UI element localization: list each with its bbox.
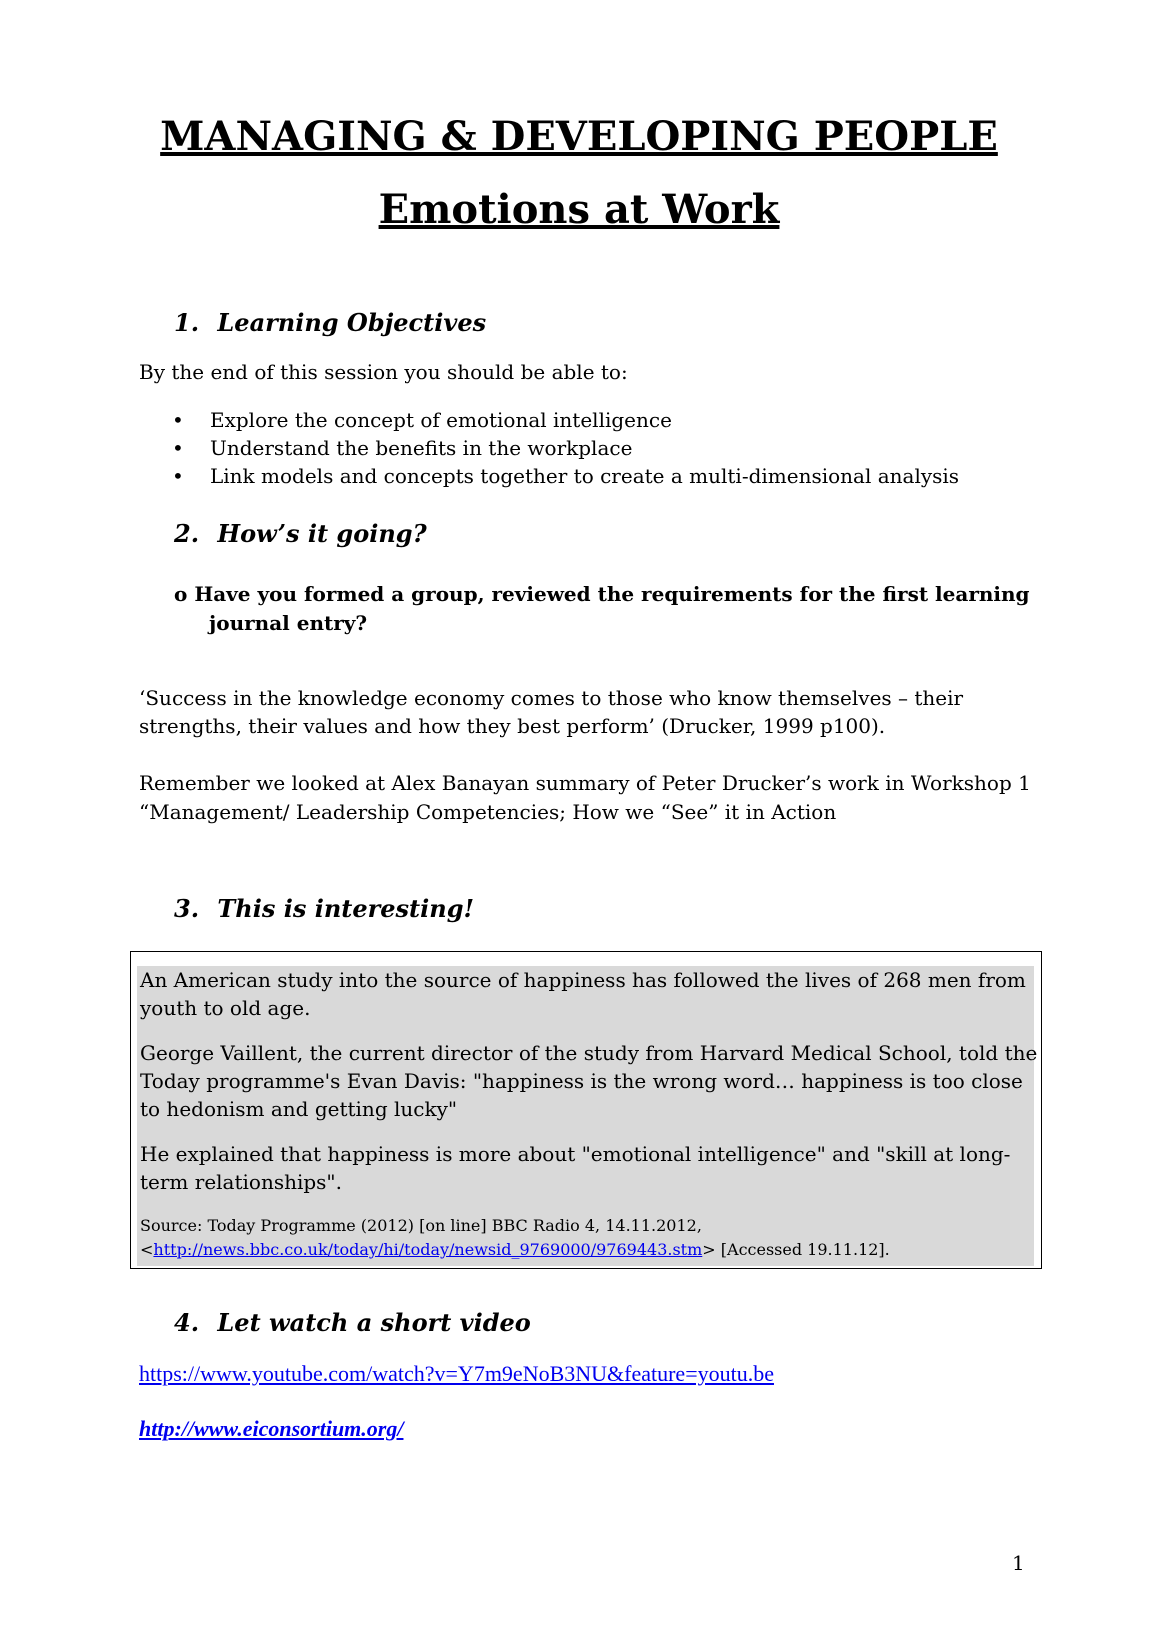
section-number: 3. — [174, 894, 200, 923]
list-item: • Explore the concept of emotional intelligence — [172, 408, 672, 432]
document-title: MANAGING & DEVELOPING PEOPLE — [160, 113, 998, 160]
study-paragraph-3: He explained that happiness is more about "emotional intelligence" and "skill at long- term relationships". — [140, 1142, 1011, 1194]
study-paragraph-1: An American study into the source of happiness has followed the lives of 268 men from youth to old age. — [140, 968, 1026, 1020]
remember-line-1: Remember we looked at Alex Banayan summary of Peter Drucker’s work in Workshop 1 — [139, 771, 1031, 795]
source-citation: Source: Today Programme (2012) [on line] BBC Radio 4, 14.11.2012, — [140, 1216, 702, 1235]
page-number: 1 — [1012, 1551, 1025, 1575]
document-subtitle: Emotions at Work — [378, 186, 780, 233]
section-4-heading — [174, 1307, 531, 1339]
eiconsortium-link[interactable]: http://www.eiconsortium.org/ — [139, 1416, 404, 1441]
bullet-icon: • — [172, 464, 184, 488]
section-2-heading — [174, 518, 427, 550]
section-title: How’s it going? — [217, 519, 427, 548]
circle-bullet-icon: o — [174, 582, 188, 606]
list-item: • Link models and concepts together to create a multi-dimensional analysis — [172, 464, 960, 488]
section-3-heading — [174, 893, 474, 925]
group-question-cont: journal entry? — [209, 611, 368, 635]
section-number: 4. — [174, 1308, 200, 1337]
bullet-icon: • — [172, 436, 184, 460]
source-citation-url-line: <http://news.bbc.co.uk/today/hi/today/newsid_9769000/9769443.stm> [Accessed 19.11.12]. — [140, 1240, 890, 1259]
group-question: o Have you formed a group, reviewed the requirements for the first learning — [174, 582, 1030, 606]
section-1-heading — [174, 307, 486, 339]
section-title: This is interesting! — [217, 894, 475, 923]
remember-line-2: “Management/ Leadership Competencies; How we “See” it in Action — [139, 800, 837, 824]
section-number: 1. — [174, 308, 200, 337]
study-paragraph-2: George Vaillent, the current director of the study from Harvard Medical School, told the Today programme's Evan Davis: "happiness is the wrong word… happiness is too close to hedonism and getting lucky" — [140, 1041, 1038, 1121]
drucker-quote-line-1: ‘Success in the knowledge economy comes to those who know themselves – their — [139, 686, 964, 710]
objectives-list — [168, 406, 959, 490]
list-item: • Understand the benefits in the workplace — [172, 436, 633, 460]
section-title: Learning Objectives — [217, 308, 487, 337]
bbc-source-link[interactable]: http://news.bbc.co.uk/today/hi/today/newsid_9769000/9769443.stm — [153, 1240, 703, 1259]
drucker-quote-line-2: strengths, their values and how they best perform’ (Drucker, 1999 p100). — [139, 714, 886, 738]
section-title: Let watch a short video — [217, 1308, 531, 1337]
section-number: 2. — [174, 519, 200, 548]
objectives-intro: By the end of this session you should be able to: — [139, 360, 628, 384]
youtube-video-link[interactable]: https://www.youtube.com/watch?v=Y7m9eNoB3NU&feature=youtu.be — [139, 1361, 774, 1386]
bullet-icon: • — [172, 408, 184, 432]
